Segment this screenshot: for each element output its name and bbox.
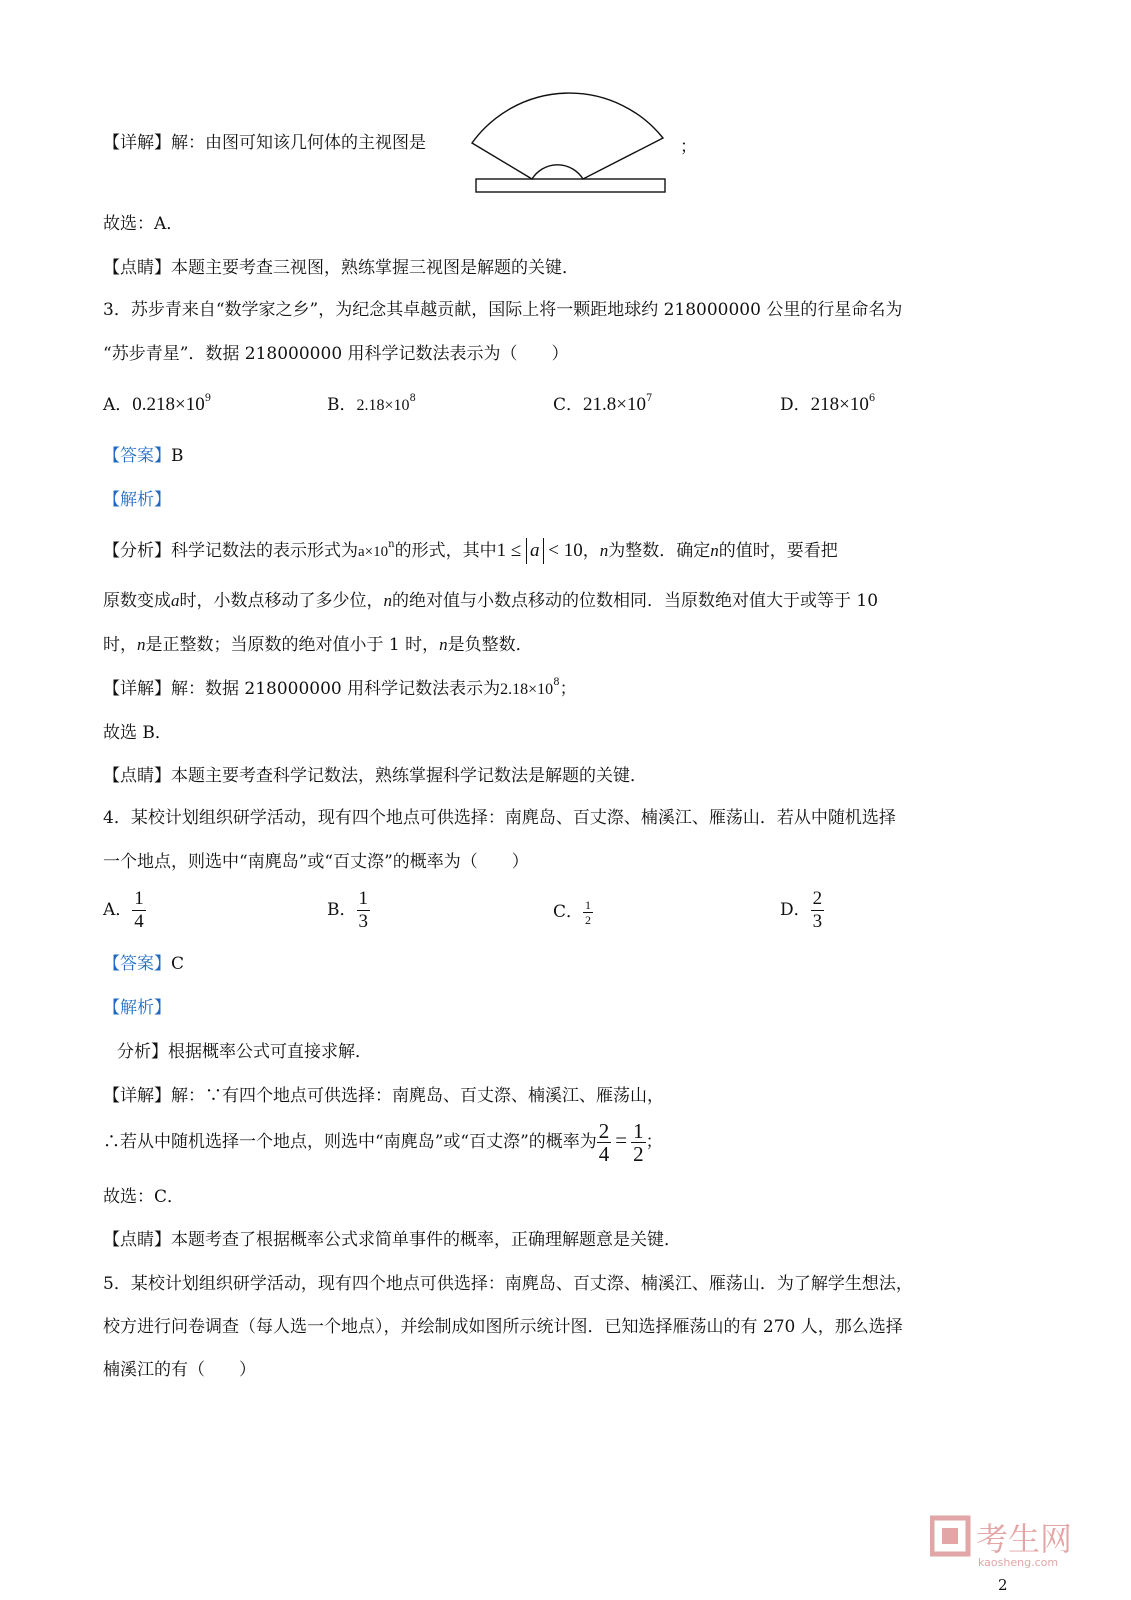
watermark-brand: 考生网 <box>976 1520 1073 1558</box>
q3-fenxi-line2: 原数变成a时，小数点移动了多少位，n的绝对值与小数点移动的位数相同．当原数绝对值大于或等于 10 <box>103 591 879 611</box>
q2-detail-text: 解：由图可知该几何体的主视图是 <box>171 133 426 153</box>
watermark-url: kaosheng.com <box>978 1556 1059 1569</box>
q5-stem-line1: 5．某校计划组织研学活动，现有四个地点可供选择：南麂岛、百丈漈、楠溪江、雁荡山．为了解学生想法， <box>103 1274 913 1294</box>
kaosheng-watermark <box>930 1512 1090 1572</box>
q5-stem-line3: 楠溪江的有（ ） <box>103 1360 256 1380</box>
q3-option-d: D．$218\times 10^6$ <box>780 393 876 415</box>
q3-stem-line2: “苏步青星”．数据 218000000 用科学记数法表示为（ ） <box>103 344 569 364</box>
q2-choice: 故选：A． <box>103 214 184 234</box>
q2-detail-end: ； <box>680 137 697 157</box>
q4-option-b: B． $\frac{1}{3}$ <box>327 888 368 932</box>
q3-analysis-tag: 【解析】 <box>103 490 171 510</box>
q3-fenxi-line3: 时，n是正整数；当原数的绝对值小于 1 时，n是负整数． <box>103 635 533 655</box>
q2-comment-tag: 【点睛】 <box>103 258 171 278</box>
q4-stem-line2: 一个地点，则选中“南麂岛”或“百丈漈”的概率为（ ） <box>103 852 529 872</box>
front-view-figure <box>466 86 670 196</box>
q3-choice: 故选 B． <box>103 723 172 743</box>
q3-detail: 【详解】解：数据 218000000 用科学记数法表示为$2.18\times 10^8$； <box>103 677 577 699</box>
q3-stem-line1: 3．苏步青来自“数学家之乡”，为纪念其卓越贡献，国际上将一颗距地球约 218000000 公里的行星命名为 <box>103 300 903 320</box>
q2-comment-text: 本题主要考查三视图，熟练掌握三视图是解题的关键． <box>171 258 579 278</box>
q3-answer <box>103 444 184 468</box>
q2-detail-tag: 【详解】 <box>103 133 171 153</box>
q4-therefore: ∴若从中随机选择一个地点，则选中“南麂岛”或“百丈漈”的概率为 $\frac{2}{4}$ = $\frac{1}{2}$ ； <box>103 1119 663 1166</box>
q4-option-c: C． $\frac{1}{2}$ <box>553 898 592 927</box>
q4-option-a: A． $\frac{1}{4}$ <box>103 888 144 932</box>
q3-option-b: B．$2.18\times 10^8$ <box>327 393 416 415</box>
q4-comment: 【点睛】本题考查了根据概率公式求简单事件的概率，正确理解题意是关键． <box>103 1230 681 1250</box>
q2-comment <box>103 256 579 280</box>
q3-answer-tag: 【答案】 <box>103 446 171 466</box>
q4-stem-line1: 4．某校计划组织研学活动，现有四个地点可供选择：南麂岛、百丈漈、楠溪江、雁荡山．若从中随机选择 <box>103 808 896 828</box>
q3-comment: 【点睛】本题主要考查科学记数法，熟练掌握科学记数法是解题的关键． <box>103 766 647 786</box>
page-number: 2 <box>998 1576 1008 1594</box>
q3-option-c: C．$21.8\times 10^7$ <box>553 393 653 415</box>
q4-fenxi: 分析】根据概率公式可直接求解． <box>117 1042 372 1062</box>
q3-answer-value: B <box>171 446 184 466</box>
q2-detail-line <box>103 131 426 155</box>
q4-answer: 【答案】C <box>103 954 185 974</box>
q4-analysis-tag: 【解析】 <box>103 998 171 1018</box>
q4-detail: 【详解】解：∵有四个地点可供选择：南麂岛、百丈漈、楠溪江、雁荡山， <box>103 1086 664 1106</box>
q5-stem-line2: 校方进行问卷调查（每人选一个地点），并绘制成如图所示统计图．已知选择雁荡山的有 270 人，那么选择 <box>103 1317 903 1337</box>
q3-option-a: A．$0.218\times 10^9$ <box>103 393 212 415</box>
q3-fenxi-line1: 【分析】科学记数法的表示形式为$a\times 10^n$的形式，其中1 ≤ a < 10，n为整数．确定n的值时，要看把 <box>103 538 838 564</box>
q4-choice: 故选：C． <box>103 1187 185 1207</box>
q4-option-d: D． $\frac{2}{3}$ <box>780 888 823 932</box>
